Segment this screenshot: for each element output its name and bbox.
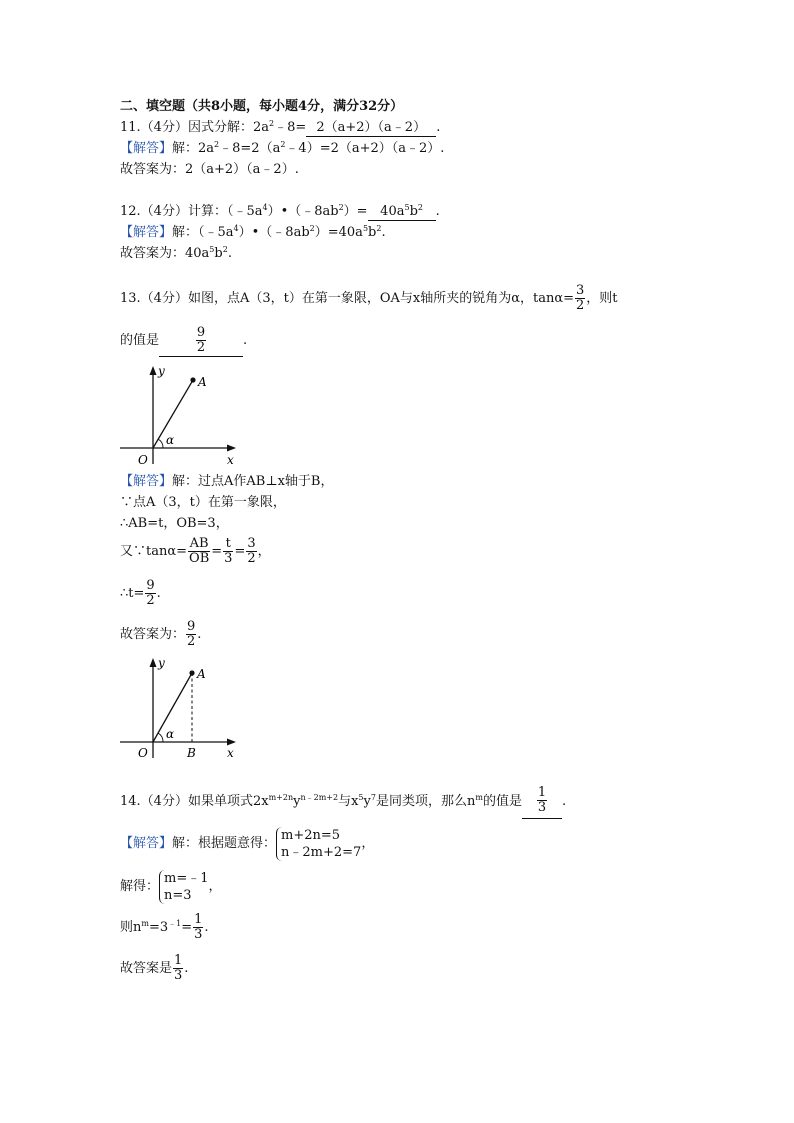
frac-1-3: $\frac{1}{3}$ <box>174 953 183 983</box>
q11-solution: 【解答】解：$2a^2﹣8=2(a^2﹣4)=2(a+2)(a﹣2)$. <box>120 140 445 156</box>
y-axis-arrow-icon <box>150 366 157 375</box>
label-alpha: α <box>166 727 175 741</box>
equation-system-2: m=﹣1 n=3 <box>159 870 209 904</box>
frac-3-2: $\frac{3}{2}$ <box>247 536 256 566</box>
q13-figure-1 <box>116 362 246 470</box>
frac-ab-ob: $\frac{AB}{OB}$ <box>189 536 210 566</box>
q12-solution: 【解答】解：$(﹣5a^4)•(﹣8ab^2)=40a^5b^2$. <box>120 224 386 240</box>
label-b: B <box>187 746 196 760</box>
section-title: 二、填空题（共8小题，每小题4分，满分32分） <box>120 99 404 114</box>
equation-system-1: m+2n=5 n﹣2m+2=7 <box>276 827 361 861</box>
q14-solution-1: 【解答】解：根据题意得： m+2n=5 n﹣2m+2=7 ， <box>120 827 375 860</box>
frac-t-3: $\frac{t}{3}$ <box>224 536 233 566</box>
answer-tag: 【解答】 <box>120 141 173 156</box>
point-a <box>189 670 194 675</box>
frac-1-3: $\frac{1}{3}$ <box>194 912 203 942</box>
q13-solution-1: 【解答】解：过点A作AB⊥x轴于B， <box>120 474 334 489</box>
label-a: A <box>197 667 206 681</box>
q12-answer-blank: $40a^5b^2$ <box>368 204 436 221</box>
q13-solution-2: ∵点A（3，t）在第一象限， <box>120 495 286 510</box>
frac-9-2: $\frac{9}{2}$ <box>146 578 155 608</box>
q11-stem: 11.（4分）因式分解：$2a^2﹣8=$ 2（a+2）（a﹣2） . <box>120 119 441 135</box>
q14-solution-2: 解得： m=﹣1 n=3 ， <box>120 870 222 903</box>
q13-answer-blank: $\frac{9}{2}$ <box>159 326 243 357</box>
q13-stem-line2: 的值是 $\frac{9}{2}$ . <box>120 325 248 355</box>
q13-solution-3: ∴AB=t，OB=3， <box>120 516 229 531</box>
frac-9-2: $\frac{9}{2}$ <box>187 619 196 649</box>
q14-stem: 14.（4分）如果单项式$2x^{m+2n}y^{n﹣2m+2}$与$x^5y^7$是同类项，那么$n^m$的值是 $\frac{1}{3}$ . <box>120 784 566 819</box>
y-axis-arrow-icon <box>150 658 157 667</box>
x-axis-arrow-icon <box>227 739 236 746</box>
q12-final: 故答案为：$40a^5b^2$. <box>120 245 232 261</box>
point-a <box>190 377 195 382</box>
label-alpha: α <box>166 433 175 447</box>
answer-tag: 【解答】 <box>120 225 173 240</box>
angle-arc <box>158 733 163 742</box>
q14-answer-blank: $\frac{1}{3}$ <box>522 784 562 819</box>
q11-final: 故答案为：2（a+2）（a﹣2）. <box>120 162 299 177</box>
q13-solution-4: 又∵tanα= $\frac{AB}{OB}$ = $\frac{t}{3}$ = $\frac{3}{2}$ ， <box>120 536 271 566</box>
q13-tan-fraction: $\frac{3}{2}$ <box>576 283 585 313</box>
q14-solution-3: 则$n^m=3^{﹣1}=$ $\frac{1}{3}$ . <box>120 912 209 942</box>
answer-tag: 【解答】 <box>120 474 173 489</box>
q13-solution-5: ∴t= $\frac{9}{2}$ . <box>120 578 161 608</box>
label-x: x <box>227 453 234 467</box>
label-y: y <box>158 364 165 378</box>
q13-final: 故答案为： $\frac{9}{2}$ . <box>120 619 202 649</box>
q12-stem: 12.（4分）计算：$(﹣5a^4)•(﹣8ab^2)= 40a^5b^2$ . <box>120 203 440 219</box>
label-o: O <box>138 453 148 467</box>
q13-stem: 13.（4分）如图，点A（3，t）在第一象限，OA与x轴所夹的锐角为α，tanα= $\frac{3}{2}$ ，则t <box>120 283 618 313</box>
label-a: A <box>198 375 207 389</box>
q11-answer-blank: 2（a+2）（a﹣2） <box>306 120 436 137</box>
label-y: y <box>158 656 165 670</box>
q13-figure-2 <box>116 654 246 762</box>
q14-final: 故答案是 $\frac{1}{3}$ . <box>120 953 189 983</box>
answer-tag: 【解答】 <box>120 836 173 851</box>
label-x: x <box>227 746 234 760</box>
angle-arc <box>158 439 163 448</box>
label-o: O <box>138 746 148 760</box>
x-axis-arrow-icon <box>227 445 236 452</box>
